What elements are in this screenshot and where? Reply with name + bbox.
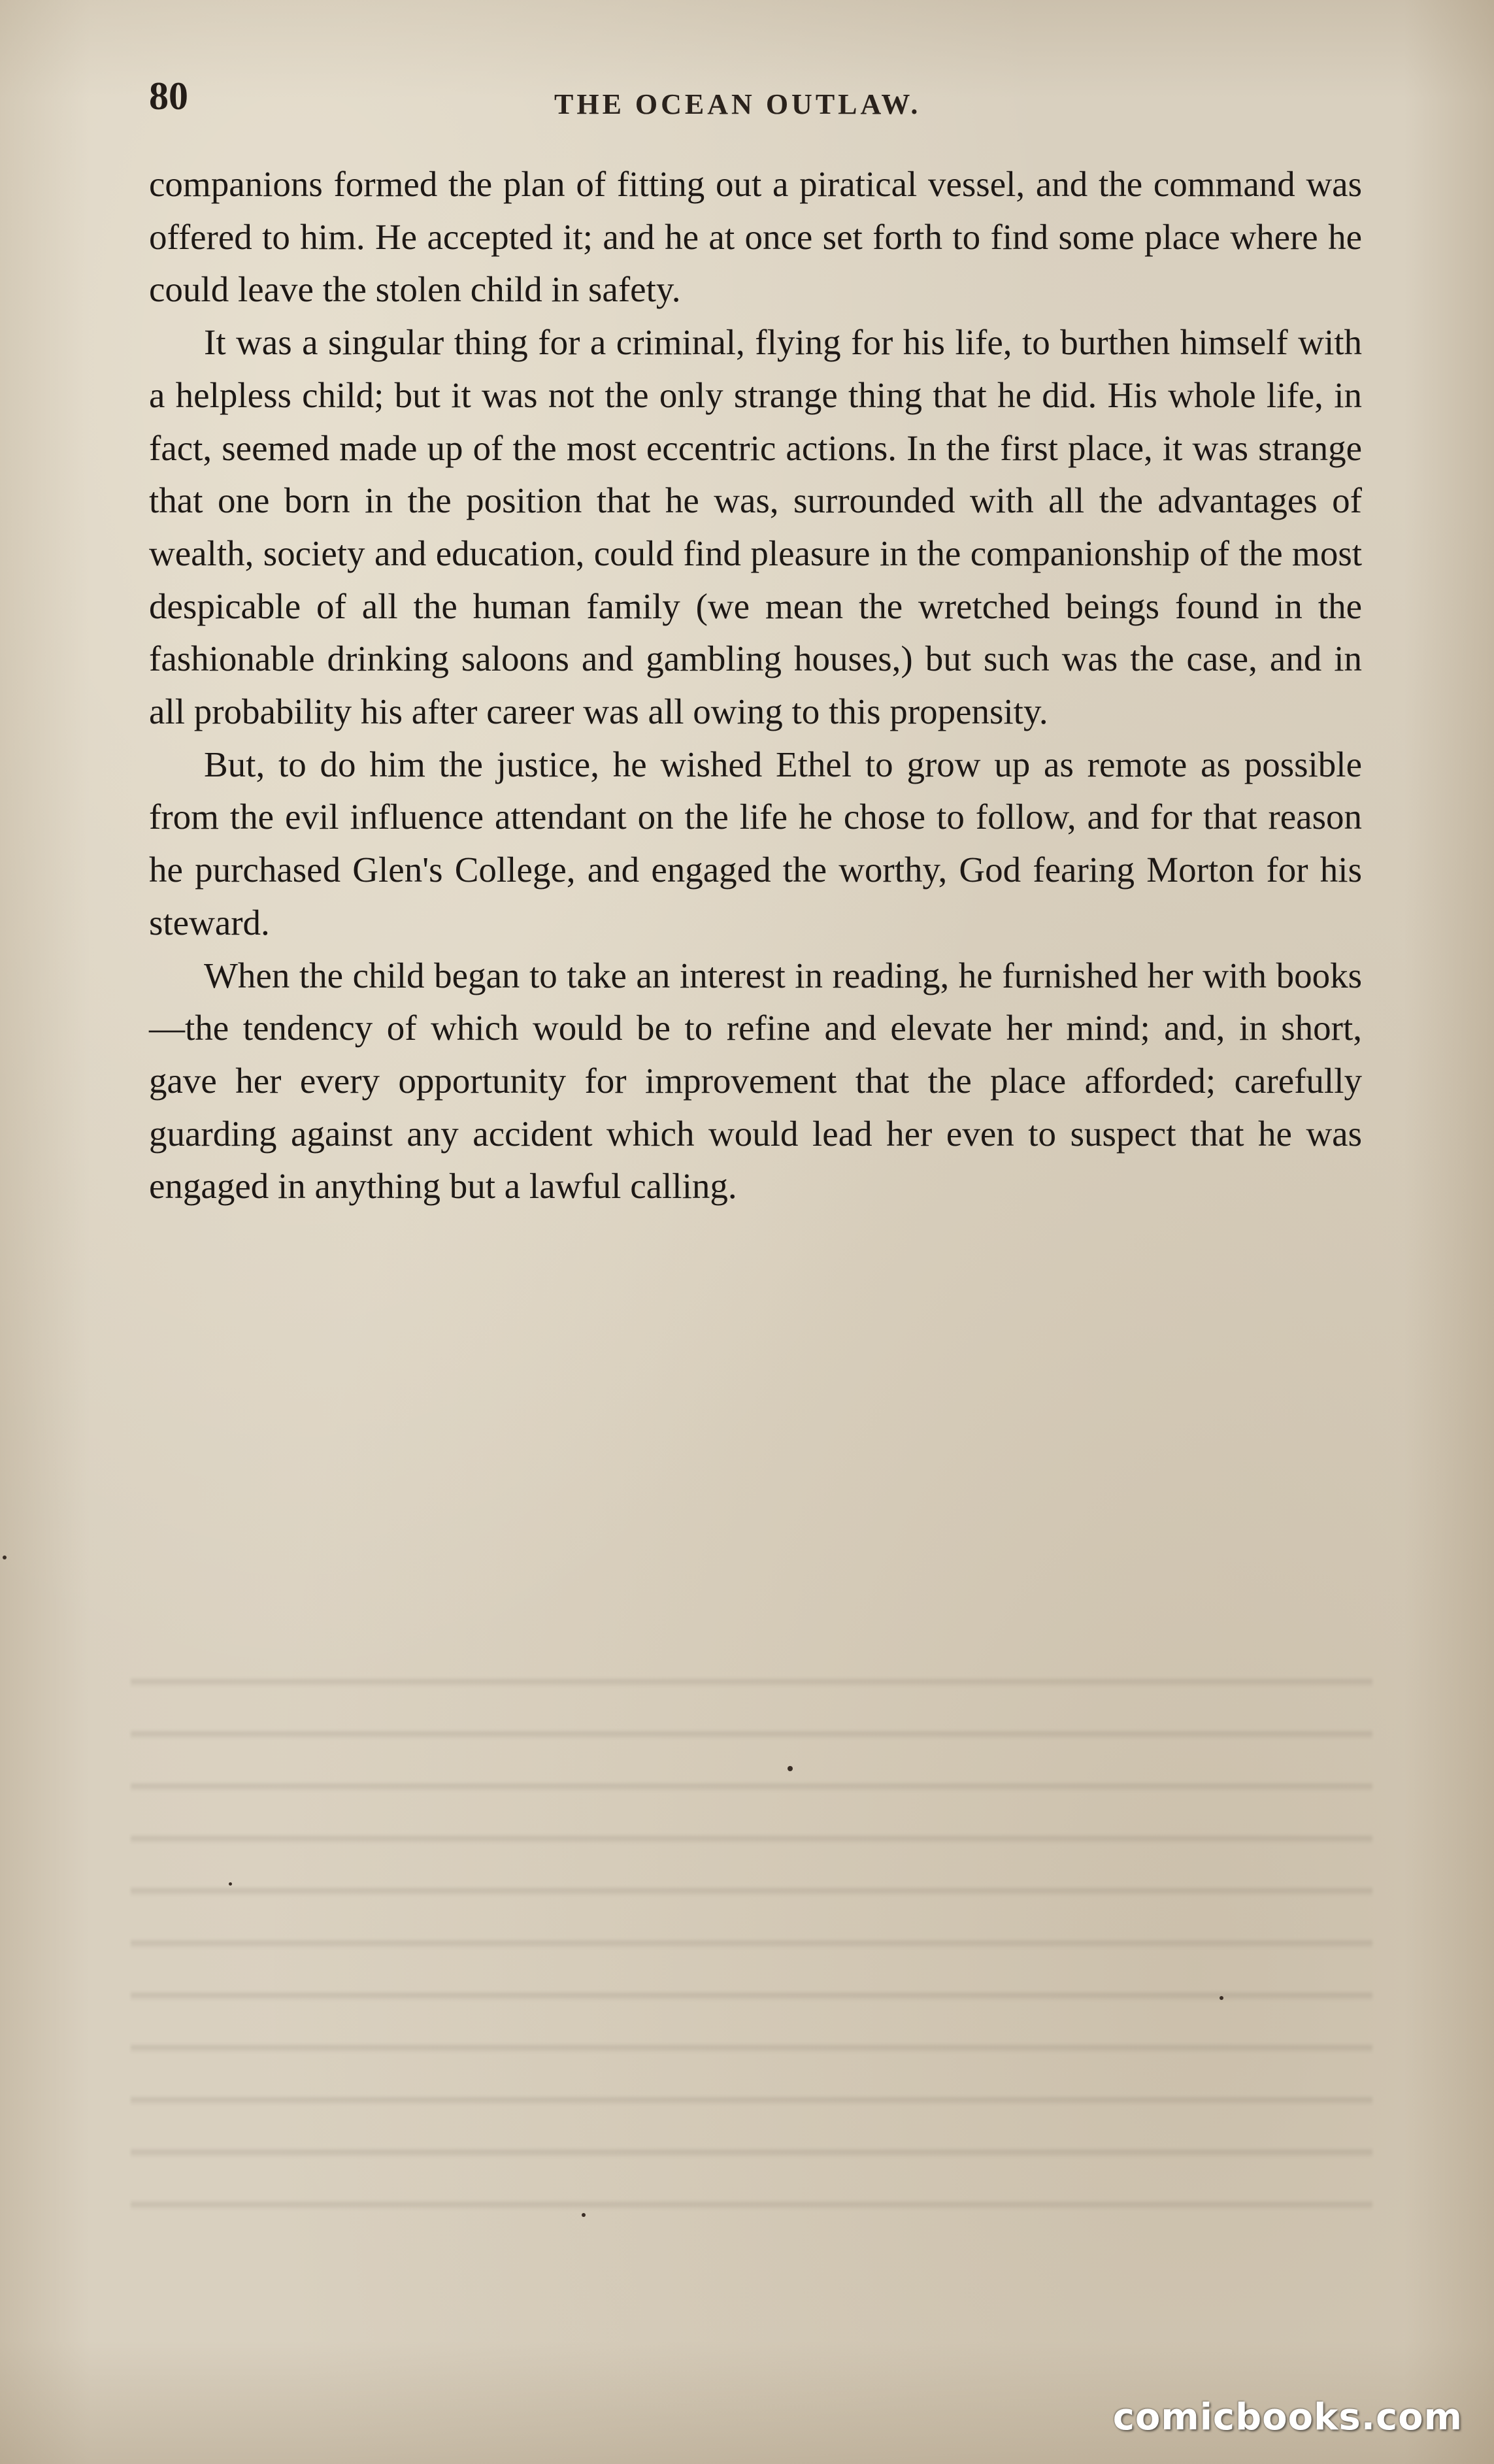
paragraph: But, to do him the justice, he wished Ethel to grow up as remote as possible from the evil influence attendant on the life he chose to follow, and for that reason he purchased Glen's College, and engaged the worthy, God fearing Morton for his steward. bbox=[149, 744, 1362, 942]
paper-speck bbox=[3, 1556, 7, 1559]
paper-speck bbox=[582, 2213, 586, 2217]
paper-speck bbox=[1220, 1996, 1223, 2000]
page-header bbox=[149, 73, 1378, 125]
body-text bbox=[149, 158, 1362, 1213]
show-through-text bbox=[131, 1647, 1372, 2248]
paragraph: It was a singular thing for a criminal, flying for his life, to burthen himself with a helpless child; but it was not the only strange thing that he did. His whole life, in fact, seemed made up of the most eccentric actions. In the first place, it was strange that one born in the position that he was, surrounded with all the advantages of wealth, society and education, could find pleasure in the companionship of the most despicable of all the human family (we mean the wretched beings found in the fashionable drinking saloons and gambling houses,) but such was the case, and in all probability his after career was all owing to this propensity. bbox=[149, 322, 1362, 732]
page-number: 80 bbox=[149, 75, 188, 118]
watermark-logo: comicbooks.com bbox=[1112, 2396, 1463, 2439]
paper-speck bbox=[788, 1766, 793, 1771]
running-head-title: THE OCEAN OUTLAW. bbox=[554, 88, 921, 120]
paragraph: When the child began to take an interest in reading, he furnished her with books—the tendency of which would be to refine and elevate her mind; and, in short, gave her every opportunity for improvement that the place afforded; carefully guarding against any accident which would lead her even to suspect that he was engaged in anything but a lawful calling. bbox=[149, 955, 1362, 1207]
paragraph-continued: companions formed the plan of fitting out a piratical vessel, and the command was offered to him. He accepted it; and he at once set forth to find some place where he could leave the stolen child in safety. bbox=[149, 164, 1362, 310]
paper-speck bbox=[229, 1882, 232, 1886]
